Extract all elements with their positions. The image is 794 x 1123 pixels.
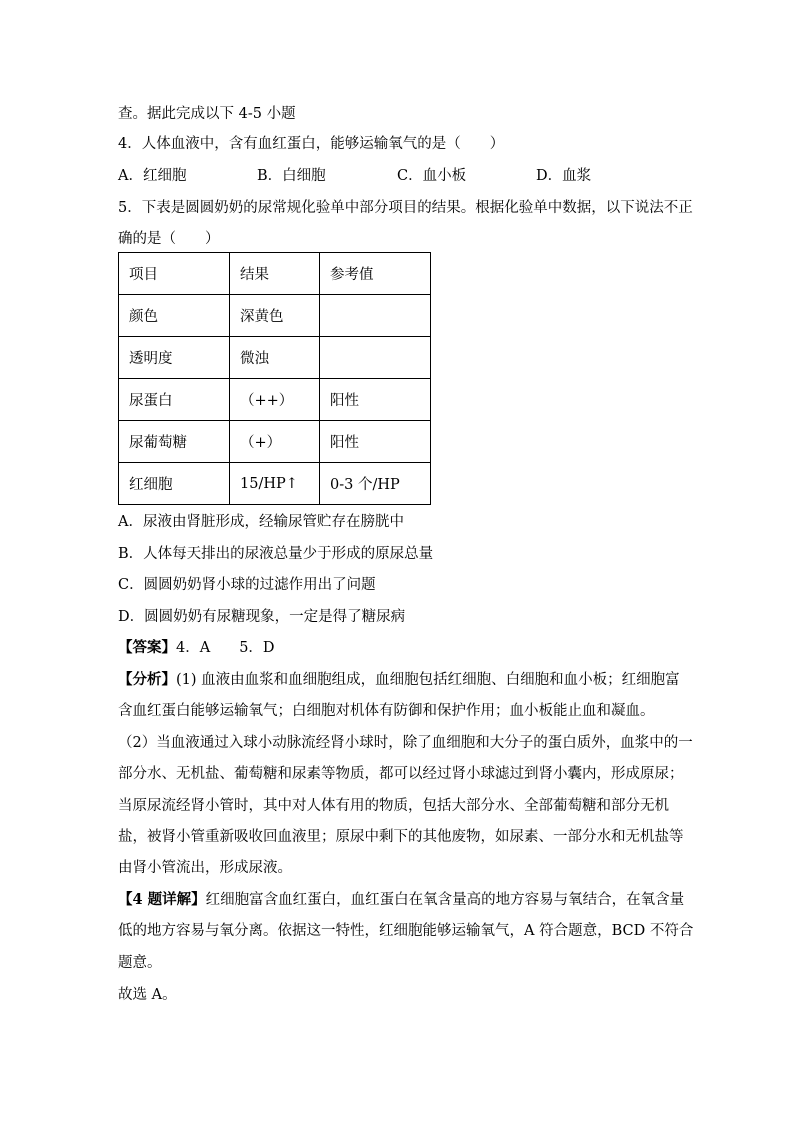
detail-4-label: 【4 题详解】 bbox=[118, 891, 206, 908]
question-4-option-a: A．红细胞 bbox=[118, 168, 187, 184]
table-cell: 微浊 bbox=[230, 337, 320, 379]
question-5-option-c: C．圆圆奶奶肾小球的过滤作用出了问题 bbox=[118, 577, 376, 593]
table-cell: 阳性 bbox=[320, 379, 431, 421]
table-cell: 深黄色 bbox=[230, 295, 320, 337]
table-cell: （+） bbox=[230, 421, 320, 463]
urine-test-table bbox=[118, 252, 431, 505]
table-header-cell: 结果 bbox=[230, 253, 320, 295]
table-cell: 透明度 bbox=[119, 337, 230, 379]
detail-4-line-4: 故选 A。 bbox=[118, 987, 177, 1003]
table-header-row bbox=[119, 253, 431, 295]
question-4-option-d: D．血浆 bbox=[536, 168, 592, 184]
question-5-stem-line-1: 5．下表是圆圆奶奶的尿常规化验单中部分项目的结果。根据化验单中数据，以下说法不正 bbox=[118, 200, 693, 216]
table-cell: 尿蛋白 bbox=[119, 379, 230, 421]
analysis-line-4: 部分水、无机盐、葡萄糖和尿素等物质，都可以经过肾小球滤过到肾小囊内，形成原尿； bbox=[118, 766, 684, 782]
answer-label: 【答案】 bbox=[118, 639, 176, 656]
table-row bbox=[119, 379, 431, 421]
analysis-text: (1) 血液由血浆和血细胞组成，血细胞包括红细胞、白细胞和血小板；红细胞富 bbox=[176, 672, 680, 688]
intro-line: 查。据此完成以下 4-5 小题 bbox=[118, 106, 296, 122]
question-5-option-a: A．尿液由肾脏形成，经输尿管贮存在膀胱中 bbox=[118, 514, 404, 530]
question-5-option-d: D．圆圆奶奶有尿糖现象，一定是得了糖尿病 bbox=[118, 609, 406, 625]
detail-4-line-1 bbox=[118, 890, 684, 910]
table-row bbox=[119, 421, 431, 463]
analysis-label: 【分析】 bbox=[118, 671, 176, 688]
table-cell bbox=[320, 337, 431, 379]
table-cell: 15/HP↑ bbox=[230, 463, 320, 505]
analysis-line-6: 盐，被肾小管重新吸收回血液里；原尿中剩下的其他废物，如尿素、一部分水和无机盐等 bbox=[118, 829, 684, 845]
table-cell: （++） bbox=[230, 379, 320, 421]
table-cell: 阳性 bbox=[320, 421, 431, 463]
detail-4-line-2: 低的地方容易与氧分离。依据这一特性，红细胞能够运输氧气，A 符合题意，BCD 不符合 bbox=[118, 923, 694, 939]
detail-4-line-3: 题意。 bbox=[118, 955, 162, 971]
analysis-line-7: 由肾小管流出，形成尿液。 bbox=[118, 860, 292, 876]
table-cell: 尿葡萄糖 bbox=[119, 421, 230, 463]
answer-line bbox=[118, 638, 275, 658]
question-4-option-b: B．白细胞 bbox=[257, 168, 326, 184]
table-row bbox=[119, 295, 431, 337]
table-row bbox=[119, 463, 431, 505]
table-row bbox=[119, 337, 431, 379]
table-cell: 0-3 个/HP bbox=[320, 463, 431, 505]
table-cell: 颜色 bbox=[119, 295, 230, 337]
table-header-cell: 项目 bbox=[119, 253, 230, 295]
table-cell: 红细胞 bbox=[119, 463, 230, 505]
question-4-option-c: C．血小板 bbox=[397, 168, 467, 184]
answer-text: 4．A 5．D bbox=[176, 640, 275, 656]
analysis-line-3: （2）当血液通过入球小动脉流经肾小球时，除了血细胞和大分子的蛋白质外，血浆中的一 bbox=[118, 735, 693, 751]
question-5-stem-line-2: 确的是（ ） bbox=[118, 231, 220, 247]
table-header-cell: 参考值 bbox=[320, 253, 431, 295]
question-5-option-b: B．人体每天排出的尿液总量少于形成的原尿总量 bbox=[118, 546, 434, 562]
analysis-line-2: 含血红蛋白能够运输氧气；白细胞对机体有防御和保护作用；血小板能止血和凝血。 bbox=[118, 703, 655, 719]
analysis-line-5: 当原尿流经肾小管时，其中对人体有用的物质，包括大部分水、全部葡萄糖和部分无机 bbox=[118, 798, 669, 814]
question-4-stem: 4．人体血液中，含有血红蛋白，能够运输氧气的是（ ） bbox=[118, 136, 505, 152]
table-cell bbox=[320, 295, 431, 337]
detail-4-text: 红细胞富含血红蛋白，血红蛋白在氧含量高的地方容易与氧结合，在氧含量 bbox=[205, 892, 685, 908]
analysis-line-1 bbox=[118, 670, 680, 690]
